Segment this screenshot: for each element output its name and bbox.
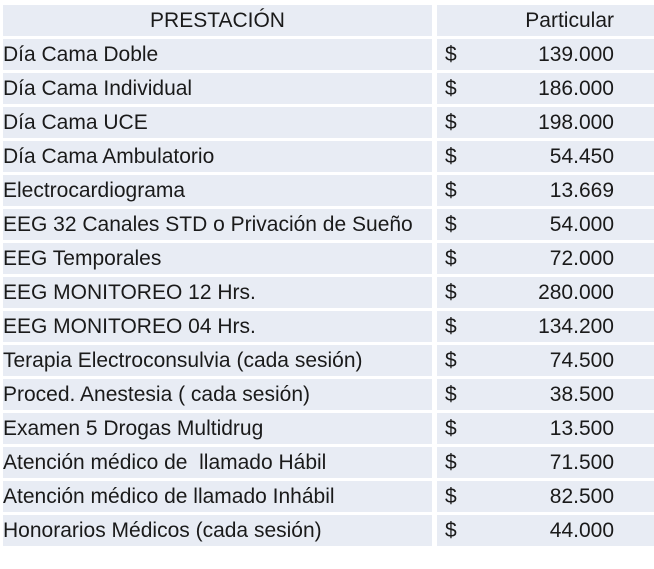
- price-value: [437, 179, 654, 203]
- amount: 38.500: [549, 382, 614, 406]
- table-row: [3, 174, 654, 208]
- table-row: [3, 412, 654, 446]
- currency-symbol: $: [445, 518, 457, 542]
- currency-symbol: $: [445, 178, 457, 202]
- amount: 186.000: [538, 76, 614, 100]
- price-value: [437, 281, 654, 305]
- price-value: [437, 315, 654, 339]
- currency-symbol: $: [445, 382, 457, 406]
- particular-cell: [435, 514, 654, 548]
- table-row: [3, 242, 654, 276]
- prestacion-cell: Día Cama Ambulatorio: [3, 140, 435, 174]
- prestacion-cell: Día Cama Individual: [3, 72, 435, 106]
- particular-cell: [435, 412, 654, 446]
- amount: 54.000: [549, 212, 614, 236]
- price-value: [437, 383, 654, 407]
- prestacion-cell: Atención médico de llamado Hábil: [3, 446, 435, 480]
- prestacion-cell: Electrocardiograma: [3, 174, 435, 208]
- particular-cell: [435, 72, 654, 106]
- particular-cell: [435, 310, 654, 344]
- prestacion-cell: EEG MONITOREO 12 Hrs.: [3, 276, 435, 310]
- prestacion-cell: Honorarios Médicos (cada sesión): [3, 514, 435, 548]
- table-row: [3, 344, 654, 378]
- price-value: [437, 145, 654, 169]
- particular-cell: [435, 276, 654, 310]
- currency-symbol: $: [445, 212, 457, 236]
- particular-cell: [435, 242, 654, 276]
- currency-symbol: $: [445, 314, 457, 338]
- amount: 82.500: [549, 484, 614, 508]
- prestacion-cell: Día Cama UCE: [3, 106, 435, 140]
- currency-symbol: $: [445, 348, 457, 372]
- currency-symbol: $: [445, 144, 457, 168]
- table-row: [3, 140, 654, 174]
- prestacion-cell: Terapia Electroconsulvia (cada sesión): [3, 344, 435, 378]
- currency-symbol: $: [445, 450, 457, 474]
- price-value: [437, 247, 654, 271]
- particular-cell: [435, 344, 654, 378]
- price-value: [437, 111, 654, 135]
- price-value: [437, 213, 654, 237]
- currency-symbol: $: [445, 42, 457, 66]
- table-row: [3, 514, 654, 548]
- particular-cell: [435, 378, 654, 412]
- amount: 139.000: [538, 42, 614, 66]
- particular-cell: [435, 106, 654, 140]
- table-row: [3, 208, 654, 242]
- amount: 13.669: [549, 178, 614, 202]
- price-value: [437, 485, 654, 509]
- table-row: [3, 378, 654, 412]
- amount: 13.500: [549, 416, 614, 440]
- price-value: [437, 77, 654, 101]
- prestacion-cell: Examen 5 Drogas Multidrug: [3, 412, 435, 446]
- table-row: [3, 276, 654, 310]
- currency-symbol: $: [445, 76, 457, 100]
- amount: 71.500: [549, 450, 614, 474]
- prestacion-cell: Día Cama Doble: [3, 38, 435, 72]
- particular-cell: [435, 208, 654, 242]
- amount: 72.000: [549, 246, 614, 270]
- amount: 280.000: [538, 280, 614, 304]
- prestacion-cell: EEG MONITOREO 04 Hrs.: [3, 310, 435, 344]
- table-row: [3, 446, 654, 480]
- header-particular: Particular: [435, 5, 654, 38]
- particular-cell: [435, 174, 654, 208]
- currency-symbol: $: [445, 280, 457, 304]
- table-body: [3, 38, 654, 548]
- table-header: [3, 5, 654, 38]
- price-value: [437, 417, 654, 441]
- table-row: [3, 38, 654, 72]
- table-row: [3, 310, 654, 344]
- price-value: [437, 451, 654, 475]
- particular-cell: [435, 140, 654, 174]
- currency-symbol: $: [445, 484, 457, 508]
- particular-cell: [435, 446, 654, 480]
- particular-cell: [435, 38, 654, 72]
- header-row: [3, 5, 654, 38]
- amount: 74.500: [549, 348, 614, 372]
- prestacion-cell: EEG Temporales: [3, 242, 435, 276]
- amount: 54.450: [549, 144, 614, 168]
- price-value: [437, 519, 654, 543]
- currency-symbol: $: [445, 246, 457, 270]
- prestacion-cell: Atención médico de llamado Inhábil: [3, 480, 435, 514]
- currency-symbol: $: [445, 416, 457, 440]
- currency-symbol: $: [445, 110, 457, 134]
- header-prestacion: PRESTACIÓN: [3, 5, 435, 38]
- table-row: [3, 480, 654, 514]
- amount: 198.000: [538, 110, 614, 134]
- amount: 44.000: [549, 518, 614, 542]
- table-row: [3, 72, 654, 106]
- price-value: [437, 349, 654, 373]
- price-value: [437, 43, 654, 67]
- prestacion-cell: EEG 32 Canales STD o Privación de Sueño: [3, 208, 435, 242]
- table-row: [3, 106, 654, 140]
- amount: 134.200: [538, 314, 614, 338]
- prestacion-cell: Proced. Anestesia ( cada sesión): [3, 378, 435, 412]
- particular-cell: [435, 480, 654, 514]
- price-table: [3, 5, 654, 549]
